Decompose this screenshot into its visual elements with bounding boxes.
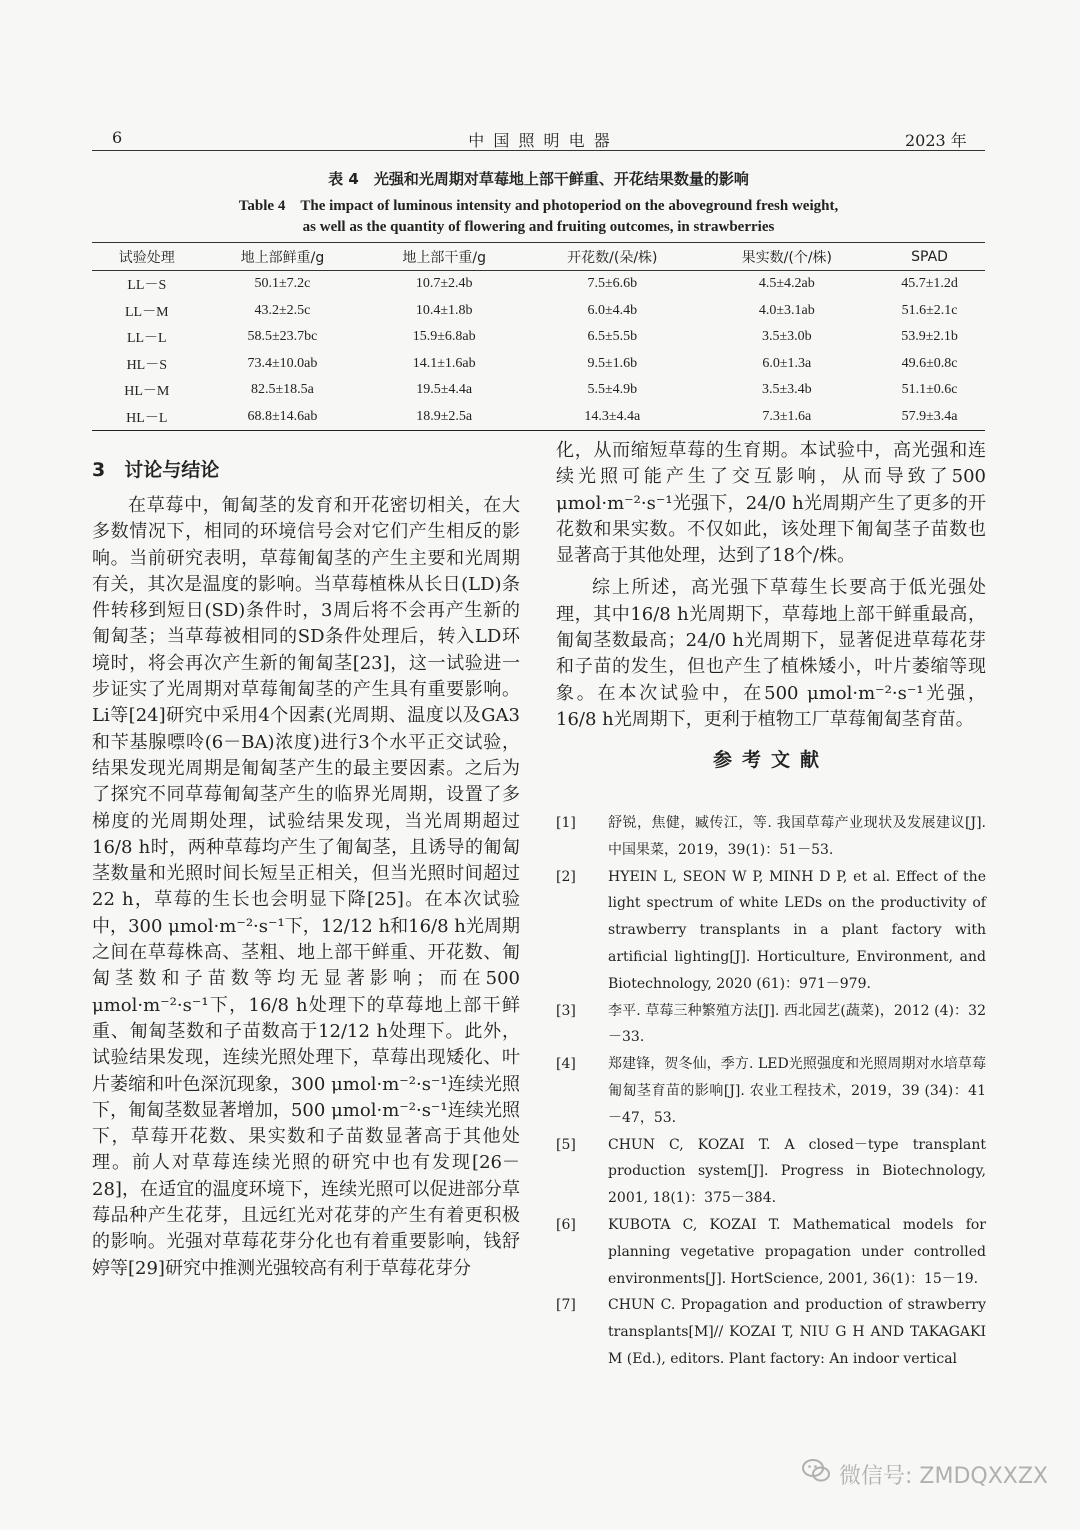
table-cell: 43.2±2.5c — [254, 302, 311, 318]
table-cell: 4.5±4.2ab — [758, 276, 815, 292]
table-caption-en-line2: as well as the quantity of flowering and fruiting outcomes, in strawberries — [302, 219, 775, 235]
reference-text: CHUN C, KOZAI T. A closed－type transplant production system[J]. Progress in Biotechnology, 2001, 18(1)：375－384. — [608, 1136, 986, 1207]
reference-item — [556, 1292, 986, 1372]
table-header-cell: 地上部鲜重/g — [202, 243, 364, 271]
reference-number: [6] — [556, 1216, 576, 1233]
reference-number: [3] — [556, 1002, 576, 1019]
table-cell: 10.7±2.4b — [415, 276, 473, 292]
body-paragraph-conclusion: 综上所述，高光强下草莓生长要高于低光强处理，其中16/8 h光周期下，草莓地上部干鲜重最高，匍匐茎数最高；24/0 h光周期下，显著促进草莓花芽和子苗的发生，但也产生了植株矮小，叶片萎缩等现象。在本次试验中，在500 μmol·m⁻²·s⁻¹光强，16/8 h光周期下，更利于植物工厂草莓匍匐茎育苗。 — [556, 577, 986, 730]
table-cell: 68.8±14.6ab — [202, 404, 364, 431]
reference-list — [556, 810, 986, 1373]
reference-text: CHUN C. Propagation and production of strawberry transplants[M]// KOZAI T, NIU G H AND TAKAGAKI M (Ed.), editors. Plant factory: An indoor vertical — [608, 1297, 986, 1367]
table-cell: 6.0±1.3a — [762, 355, 812, 371]
references-heading: 参考文献 — [712, 749, 829, 771]
table-cell: 3.5±3.0b — [761, 329, 812, 345]
table-cell: 51.6±2.1c — [901, 302, 958, 318]
reference-number: [5] — [556, 1136, 576, 1153]
watermark-text: 微信号: ZMDQXXZX — [838, 1463, 1048, 1489]
reference-number: [7] — [556, 1297, 576, 1314]
page-number: 6 — [112, 128, 123, 147]
table-cell: 53.9±2.1b — [901, 329, 958, 345]
watermark — [801, 1458, 1048, 1490]
table-cell: 7.3±1.6a — [700, 404, 875, 431]
table-cell: HL－S — [126, 357, 168, 373]
reference-number: [1] — [556, 815, 576, 831]
wechat-icon — [801, 1458, 831, 1490]
table-cell: LL－M — [125, 304, 169, 320]
table-row — [92, 377, 985, 404]
table-cell: 4.0±3.1ab — [758, 302, 815, 318]
table-row — [92, 298, 985, 325]
reference-number: [2] — [556, 868, 576, 885]
table-cell: 57.9±3.4a — [874, 404, 985, 431]
table-cell: 50.1±7.2c — [254, 276, 311, 292]
table-header-cell: SPAD — [874, 243, 985, 271]
table-cell: 58.5±23.7bc — [247, 329, 318, 345]
right-column — [556, 438, 986, 733]
table-header-row — [92, 243, 985, 271]
header-rule — [92, 150, 985, 151]
reference-number: [4] — [556, 1056, 576, 1073]
table-cell: 6.5±5.5b — [587, 329, 638, 345]
reference-text: 舒锐，焦健，臧传江，等. 我国草莓产业现状及发展建议[J]. 中国果菜，2019，39(1)：51－53. — [608, 815, 986, 858]
table-header-cell: 地上部干重/g — [363, 243, 525, 271]
table-cell: 14.1±1.6ab — [412, 355, 476, 371]
publication-year: 2023 年 — [905, 131, 967, 150]
table-cell: 7.5±6.6b — [587, 276, 638, 292]
journal-name: 中 国 照 明 电 器 — [468, 131, 612, 150]
reference-item — [556, 810, 986, 864]
table-row — [92, 404, 985, 431]
table-cell: 73.4±10.0ab — [247, 355, 318, 371]
table-caption-en-line1: Table 4 The impact of luminous intensity and photoperiod on the aboveground fresh weight, — [238, 198, 839, 214]
table-row — [92, 271, 985, 298]
table-cell: 51.1±0.6c — [901, 382, 958, 398]
body-paragraph: 在草莓中，匍匐茎的发育和开花密切相关，在大多数情况下，相同的环境信号会对它们产生相反的影响。当前研究表明，草莓匍匐茎的产生主要和光周期有关，其次是温度的影响。当草莓植株从长日(LD)条件转移到短日(SD)条件时，3周后将不会再产生新的匍匐茎；当草莓被相同的SD条件处理后，转入LD环境时，将会再次产生新的匍匐茎[23]，这一试验进一步证实了光周期对草莓匍匐茎的产生具有重要影响。Li等[24]研究中采用4个因素(光周期、温度以及GA3和苄基腺嘌呤(6－BA)浓度)进行3个水平正交试验，结果发现光周期是匍匐茎产生的最主要因素。之后为了探究不同草莓匍匐茎产生的临界光周期，设置了多梯度的光周期处理，试验结果发现，当光周期超过16/8 h时，两种草莓均产生了匍匐茎，且诱导的匍匐茎数量和光照时间长短呈正相关，但当光照时间超过22 h，草莓的生长也会明显下降[25]。在本次试验中，300 μmol·m⁻²·s⁻¹下，12/12 h和16/8 h光周期之间在草莓株高、茎粗、地上部干鲜重、开花数、匍匐茎数和子苗数等均无显著影响；而在500 μmol·m⁻²·s⁻¹下，16/8 h处理下的草莓地上部干鲜重、匍匐茎数和子苗数高于12/12 h处理下。此外，试验结果发现，连续光照处理下，草莓出现矮化、叶片萎缩和叶色深沉现象，300 μmol·m⁻²·s⁻¹连续光照下，匍匐茎数显著增加，500 μmol·m⁻²·s⁻¹连续光照下，草莓开花数、果实数和子苗数显著高于其他处理。前人对草莓连续光照的研究中也有发现[26－28]，在适宜的温度环境下，连续光照可以促进部分草莓品种产生花芽，且远红光对花芽的产生有着更积极的影响。光强对草莓花芽分化也有着重要影响，钱舒婷等[29]研究中推测光强较高有利于草莓花芽分 — [92, 495, 520, 1279]
table-cell: 5.5±4.9b — [587, 382, 638, 398]
body-paragraph-continued: 化，从而缩短草莓的生育期。本试验中，高光强和连续光照可能产生了交互影响，从而导致了500 μmol·m⁻²·s⁻¹光强下，24/0 h光周期产生了更多的开花数和果实数。不仅如此，该处理下匍匐茎子苗数也显著高于其他处理，达到了18个/株。 — [556, 440, 986, 567]
reference-text: HYEIN L, SEON W P, MINH D P, et al. Effect of the light spectrum of white LEDs on the productivity of strawberry transplants in a plant factory with artificial lighting[J]. Horticulture, Environment, and Biotechnology, 2020 (61)：971－979. — [608, 868, 986, 992]
reference-item — [556, 864, 986, 998]
table-cell: 3.5±3.4b — [761, 382, 812, 398]
table-cell: 6.0±4.4b — [587, 302, 638, 318]
table-header-cell: 果实数/(个/株) — [700, 243, 875, 271]
table-cell: LL－S — [127, 278, 167, 294]
table-4 — [92, 243, 985, 431]
table-cell: 9.5±1.6b — [587, 355, 638, 371]
table-cell: 15.9±6.8ab — [412, 329, 476, 345]
reference-item — [556, 1051, 986, 1131]
section-heading: 3 讨论与结论 — [92, 459, 220, 481]
reference-text: KUBOTA C, KOZAI T. Mathematical models for planning vegetative propagation under controlled environments[J]. HortScience, 2001, 36(1)：15－19. — [608, 1216, 986, 1287]
table-cell: 14.3±4.4a — [525, 404, 700, 431]
table-cell: LL－L — [126, 331, 167, 347]
table-cell: HL－M — [124, 384, 170, 400]
reference-item — [556, 998, 986, 1052]
table-cell: HL－L — [92, 404, 202, 431]
table-cell: 18.9±2.5a — [363, 404, 525, 431]
reference-text: 李平. 草莓三种繁殖方法[J]. 西北园艺(蔬菜)，2012 (4)：32－33. — [608, 1002, 986, 1046]
table-cell: 19.5±4.4a — [416, 382, 473, 398]
table-cell: 10.4±1.8b — [415, 302, 473, 318]
table-row — [92, 351, 985, 378]
table-cell: 45.7±1.2d — [901, 276, 958, 292]
left-column — [92, 493, 520, 1282]
table-cell: 49.6±0.8c — [901, 355, 958, 371]
reference-item — [556, 1132, 986, 1212]
reference-text: 郑建锋，贺冬仙，季方. LED光照强度和光照周期对水培草莓匍匐茎育苗的影响[J]. 农业工程技术，2019，39 (34)：41－47，53. — [608, 1056, 986, 1126]
table-header-cell: 试验处理 — [92, 243, 202, 271]
table-header-cell: 开花数/(朵/株) — [525, 243, 700, 271]
reference-item — [556, 1212, 986, 1292]
table-cell: 82.5±18.5a — [251, 382, 314, 398]
table-row — [92, 324, 985, 351]
table-caption-zh: 表 4 光强和光周期对草莓地上部干鲜重、开花结果数量的影响 — [328, 170, 749, 188]
